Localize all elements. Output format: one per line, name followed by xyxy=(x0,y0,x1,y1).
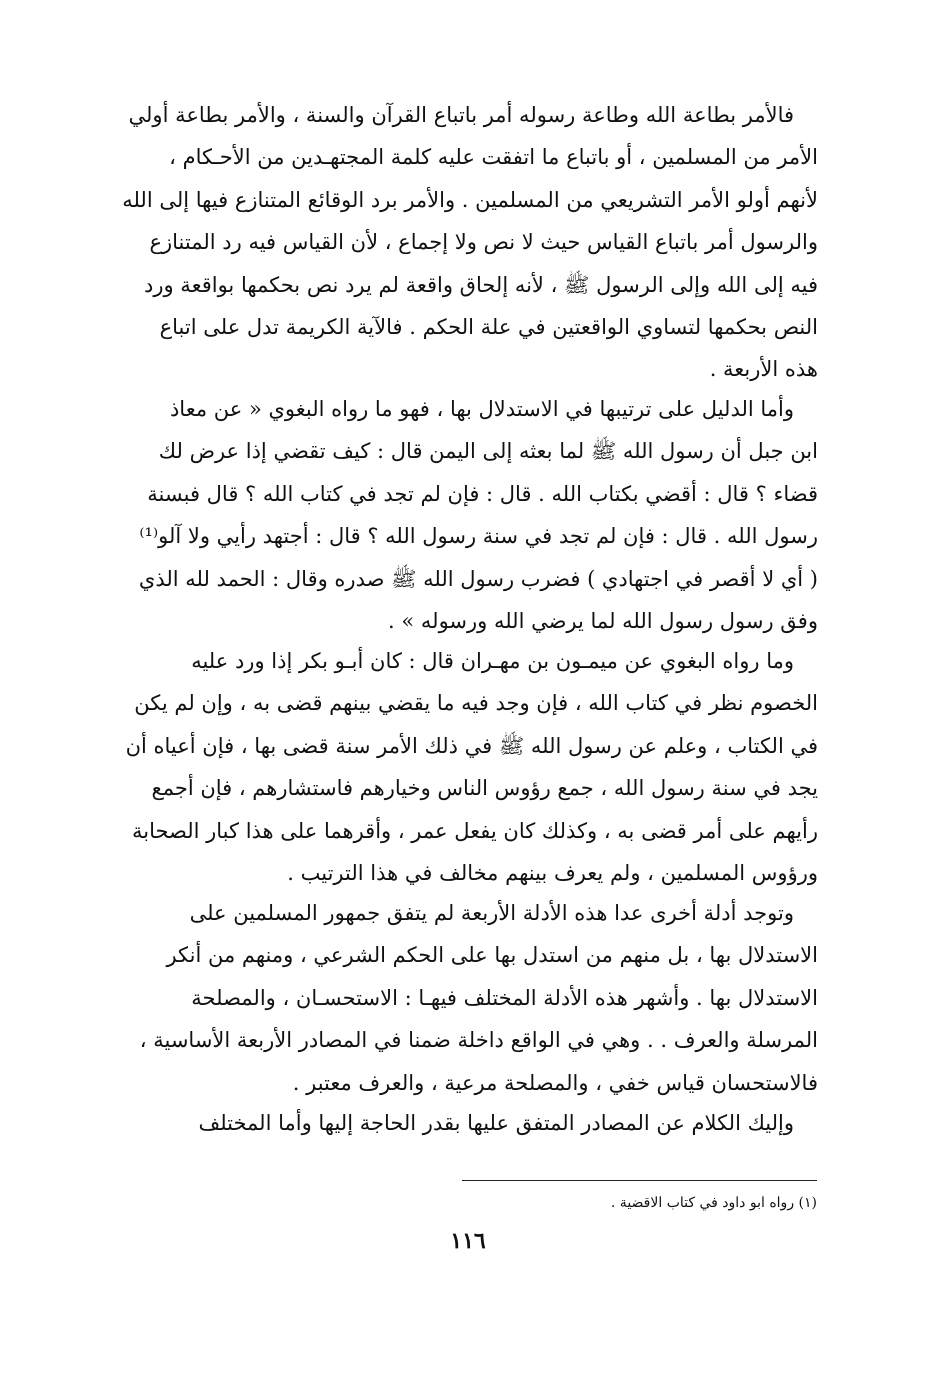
paragraph-4 xyxy=(118,892,818,1104)
text-line: فيه إلى الله وإلى الرسول ﷺ ، لأنه إلحاق واقعة لم يرد نص بحكمها بواقعة ورد xyxy=(144,272,818,297)
footnote: (١) رواه ابو داود في كتاب الاقضية . xyxy=(610,1195,817,1211)
text-line: وتوجد أدلة أخرى عدا هذه الأدلة الأربعة لم يتفق جمهور المسلمين على xyxy=(189,901,794,925)
text-line: وإليك الكلام عن المصادر المتفق عليها بقدر الحاجة إليها وأما المختلف xyxy=(198,1111,794,1135)
text-line: وما رواه البغوي عن ميمـون بن مهـران قال : كان أبـو بكر إذا ورد عليه xyxy=(191,649,794,673)
text-line: الاستدلال بها ، بل منهم من استدل بها على الحكم الشرعي ، ومنهم من أنكر xyxy=(166,943,818,968)
text-line: ابن جبل أن رسول الله ﷺ لما بعثه إلى اليمن قال : كيف تقضي إذا عرض لك xyxy=(158,439,818,464)
footnote-divider xyxy=(462,1180,817,1181)
paragraph-1 xyxy=(118,94,818,391)
paragraph-2 xyxy=(118,388,818,642)
text-line: قضاء ؟ قال : أقضي بكتاب الله . قال : فإن لم تجد في كتاب الله ؟ قال فبسنة xyxy=(147,481,818,506)
text-line: يجد في سنة رسول الله ، جمع رؤوس الناس وخيارهم فاستشارهم ، فإن أجمع xyxy=(151,776,818,801)
text-line: ورؤوس المسلمين ، ولم يعرف بينهم مخالف في هذا الترتيب . xyxy=(287,861,818,886)
text-line: رأيهم على أمر قضى به ، وكذلك كان يفعل عمر ، وأقرهما على هذا كبار الصحابة xyxy=(131,818,818,843)
text-line: فالاستحسان قياس خفي ، والمصلحة مرعية ، والعرف معتبر . xyxy=(292,1070,818,1095)
page-number: ١١٦ xyxy=(450,1228,486,1254)
text-line: الاستدلال بها . وأشهر هذه الأدلة المختلف فيهـا : الاستحسـان ، والمصلحة xyxy=(191,985,818,1010)
text-line: الخصوم نظر في كتاب الله ، فإن وجد فيه ما يقضي بينهم قضى به ، وإن لم يكن xyxy=(134,691,818,716)
text-line: لأنهم أولو الأمر التشريعي من المسلمين . والأمر برد الوقائع المتنازع فيها إلى الله xyxy=(122,187,818,212)
text-line: في الكتاب ، وعلم عن رسول الله ﷺ في ذلك الأمر سنة قضى بها ، فإن أعياه أن xyxy=(125,733,818,758)
text-line: هذه الأربعة . xyxy=(709,357,818,382)
text-line: فالأمر بطاعة الله وطاعة رسوله أمر باتباع القرآن والسنة ، والأمر بطاعة أولي xyxy=(128,103,794,127)
text-line: وأما الدليل على ترتيبها في الاستدلال بها ، فهو ما رواه البغوي « عن معاذ xyxy=(169,397,794,421)
text-line: ( أي لا أقصر في اجتهادي ) فضرب رسول الله ﷺ صدره وقال : الحمد لله الذي xyxy=(138,566,818,591)
text-line: رسول الله . قال : فإن لم تجد في سنة رسول الله ؟ قال : أجتهد رأيي ولا آلو⁽¹⁾ xyxy=(139,524,818,549)
paragraph-3 xyxy=(118,640,818,894)
paragraph-5 xyxy=(118,1102,818,1144)
text-line: وفق رسول رسول الله لما يرضي الله ورسوله » . xyxy=(388,609,818,634)
text-line: الأمر من المسلمين ، أو باتباع ما اتفقت عليه كلمة المجتهـدين من الأحـكام ، xyxy=(169,145,818,170)
text-line: المرسلة والعرف . . وهي في الواقع داخلة ضمنا في المصادر الأربعة الأساسية ، xyxy=(139,1028,818,1053)
text-line: النص بحكمها لتساوي الواقعتين في علة الحكم . فالآية الكريمة تدل على اتباع xyxy=(159,315,818,340)
text-line: والرسول أمر باتباع القياس حيث لا نص ولا إجماع ، لأن القياس فيه رد المتنازع xyxy=(149,230,818,255)
